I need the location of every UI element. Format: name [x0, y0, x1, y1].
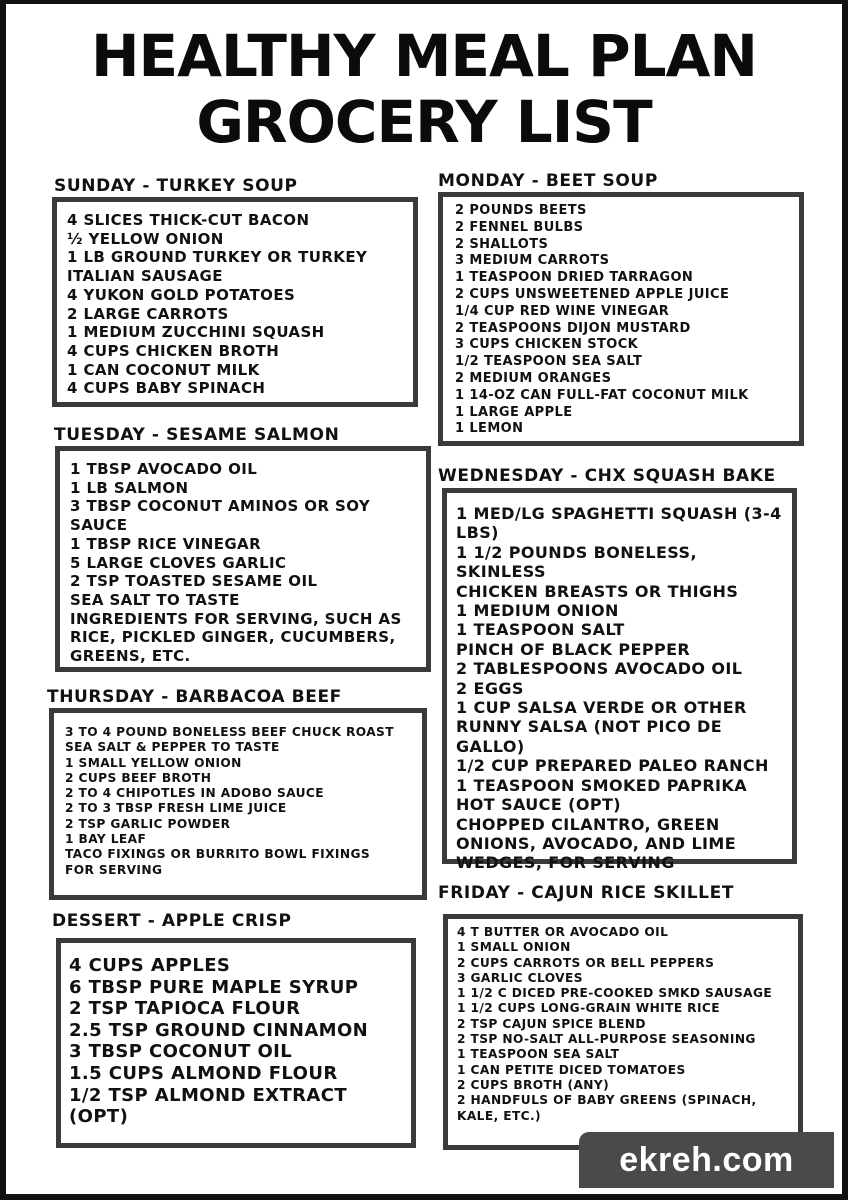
list-item: 1 TEASPOON SMOKED PAPRIKA: [456, 775, 747, 795]
list-item: 1 SMALL YELLOW ONION: [65, 755, 242, 770]
list-item: 1 MEDIUM ONION: [456, 601, 619, 621]
list-item: 1 1/2 C DICED PRE-COOKED SMKD SAUSAGE: [457, 986, 773, 1001]
tuesday-list-box: [55, 446, 431, 672]
list-item: 1 SMALL ONION: [457, 940, 571, 955]
list-item: 1 1/2 CUPS LONG-GRAIN WHITE RICE: [457, 1001, 720, 1016]
list-item: 2 TABLESPOONS AVOCADO OIL: [456, 659, 743, 679]
list-item: 2 CUPS BROTH (ANY): [457, 1077, 610, 1092]
wednesday-heading: WEDNESDAY - CHX SQUASH BAKE: [438, 466, 776, 486]
list-item: 1 TEASPOON SEA SALT: [457, 1047, 620, 1062]
list-item: PINCH OF BLACK PEPPER: [456, 639, 691, 659]
list-item: 3 MEDIUM CARROTS: [455, 253, 610, 269]
thursday-items: [65, 725, 422, 878]
list-item: 1/2 CUP PREPARED PALEO RANCH: [456, 756, 769, 776]
page-title-line1: HEALTHY MEAL PLAN: [91, 22, 757, 90]
list-item: 4 T BUTTER OR AVOCADO OIL: [457, 925, 669, 939]
list-item: 2 CUPS CARROTS OR BELL PEPPERS: [457, 955, 715, 970]
monday-heading: MONDAY - BEET SOUP: [438, 171, 658, 191]
list-item: 1/2 TSP ALMOND EXTRACT (OPT): [69, 1084, 348, 1128]
wednesday-list-box: [442, 488, 797, 873]
list-item: 4 CUPS APPLES: [69, 955, 231, 976]
sunday-list-box: [52, 197, 418, 407]
list-item: 6 TBSP PURE MAPLE SYRUP: [69, 976, 359, 998]
list-item: 1 MED/LG SPAGHETTI SQUASH (3-4 LBS): [456, 504, 782, 543]
dessert-heading: DESSERT - APPLE CRISP: [52, 911, 292, 931]
list-item: HOT SAUCE (OPT): [456, 795, 621, 815]
site-watermark: [579, 1132, 834, 1188]
list-item: CHOPPED CILANTRO, GREEN ONIONS, AVOCADO, AND LIME WEDGES, FOR SERVING: [456, 814, 737, 873]
list-item: 2 LARGE CARROTS: [67, 304, 229, 323]
list-item: 2 TSP CAJUN SPICE BLEND: [457, 1016, 646, 1031]
list-item: 1 LARGE APPLE: [455, 404, 573, 420]
list-item: 1 TEASPOON DRIED TARRAGON: [455, 270, 694, 286]
list-item: 2.5 TSP GROUND CINNAMON: [69, 1019, 369, 1041]
list-item: 1/4 CUP RED WINE VINEGAR: [455, 303, 670, 319]
list-item: 1.5 CUPS ALMOND FLOUR: [69, 1062, 338, 1084]
list-item: 2 TSP NO-SALT ALL-PURPOSE SEASONING: [457, 1032, 756, 1047]
tuesday-items: [70, 460, 426, 666]
list-item: 1 LEMON: [455, 421, 524, 437]
list-item: 2 EGGS: [456, 678, 524, 698]
list-item: 2 TSP TAPIOCA FLOUR: [69, 998, 301, 1020]
friday-items: [457, 925, 798, 1124]
list-item: 1 CUP SALSA VERDE OR OTHER RUNNY SALSA (NOT PICO DE GALLO): [456, 698, 747, 756]
list-item: TACO FIXINGS OR BURRITO BOWL FIXINGS FOR SERVING: [65, 847, 371, 877]
list-item: 1 14-OZ CAN FULL-FAT COCONUT MILK: [455, 387, 749, 403]
list-item: SEA SALT TO TASTE: [70, 590, 240, 609]
list-item: 3 TBSP COCONUT OIL: [69, 1041, 293, 1063]
friday-list-box: [443, 914, 803, 1150]
list-item: 2 FENNEL BULBS: [455, 219, 584, 235]
list-item: 3 GARLIC CLOVES: [457, 970, 583, 985]
list-item: INGREDIENTS FOR SERVING, SUCH AS RICE, PICKLED GINGER, CUCUMBERS, GREENS, ETC.: [70, 609, 402, 666]
thursday-list-box: [49, 708, 427, 900]
page-title-line2: GROCERY LIST: [196, 88, 652, 156]
sunday-heading: SUNDAY - TURKEY SOUP: [54, 176, 298, 196]
list-item: ½ YELLOW ONION: [67, 229, 224, 248]
list-item: 2 SHALLOTS: [455, 236, 549, 252]
list-item: 1 TEASPOON SALT: [456, 620, 625, 640]
watermark-text: ekreh.com: [619, 1140, 794, 1179]
list-item: 2 TEASPOONS DIJON MUSTARD: [455, 320, 691, 336]
list-item: SEA SALT & PEPPER TO TASTE: [65, 740, 280, 755]
monday-items: [455, 203, 799, 438]
list-item: 1 CAN PETITE DICED TOMATOES: [457, 1062, 686, 1077]
tuesday-heading: TUESDAY - SESAME SALMON: [54, 425, 340, 445]
list-item: 1 TBSP AVOCADO OIL: [70, 460, 258, 478]
list-item: 1 LB SALMON: [70, 478, 189, 497]
list-item: 1 1/2 POUNDS BONELESS, SKINLESS CHICKEN BREASTS OR THIGHS: [456, 542, 739, 601]
monday-list-box: [438, 192, 804, 446]
list-item: 3 TBSP COCONUT AMINOS OR SOY SAUCE: [70, 497, 371, 535]
list-item: 3 TO 4 POUND BONELESS BEEF CHUCK ROAST: [65, 725, 394, 739]
list-item: 5 LARGE CLOVES GARLIC: [70, 553, 287, 572]
list-item: 2 TO 3 TBSP FRESH LIME JUICE: [65, 801, 287, 816]
wednesday-items: [456, 504, 792, 873]
thursday-heading: THURSDAY - BARBACOA BEEF: [47, 687, 342, 707]
list-item: 1 BAY LEAF: [65, 832, 147, 847]
list-item: 2 CUPS BEEF BROTH: [65, 770, 212, 785]
friday-heading: FRIDAY - CAJUN RICE SKILLET: [438, 883, 735, 903]
list-item: 1/2 TEASPOON SEA SALT: [455, 354, 643, 370]
list-item: 1 CAN COCONUT MILK: [67, 360, 260, 379]
list-item: 4 SLICES THICK-CUT BACON: [67, 211, 310, 229]
sunday-items: [67, 211, 413, 398]
list-item: 4 CUPS BABY SPINACH: [67, 379, 266, 398]
list-item: 2 TO 4 CHIPOTLES IN ADOBO SAUCE: [65, 786, 324, 801]
list-item: 4 YUKON GOLD POTATOES: [67, 285, 296, 304]
dessert-list-box: [56, 938, 416, 1148]
list-item: 2 HANDFULS OF BABY GREENS (SPINACH, KALE, ETC.): [457, 1093, 757, 1123]
list-item: 3 CUPS CHICKEN STOCK: [455, 337, 639, 353]
list-item: 2 POUNDS BEETS: [455, 203, 587, 218]
list-item: 4 CUPS CHICKEN BROTH: [67, 341, 280, 360]
list-item: 2 TSP TOASTED SESAME OIL: [70, 572, 318, 591]
dessert-items: [69, 955, 411, 1128]
list-item: 2 MEDIUM ORANGES: [455, 370, 612, 386]
list-item: 1 TBSP RICE VINEGAR: [70, 534, 262, 553]
list-item: 2 TSP GARLIC POWDER: [65, 816, 231, 831]
list-item: 1 MEDIUM ZUCCHINI SQUASH: [67, 323, 325, 342]
list-item: 2 CUPS UNSWEETENED APPLE JUICE: [455, 286, 730, 302]
list-item: 1 LB GROUND TURKEY OR TURKEY ITALIAN SAUSAGE: [67, 248, 368, 286]
